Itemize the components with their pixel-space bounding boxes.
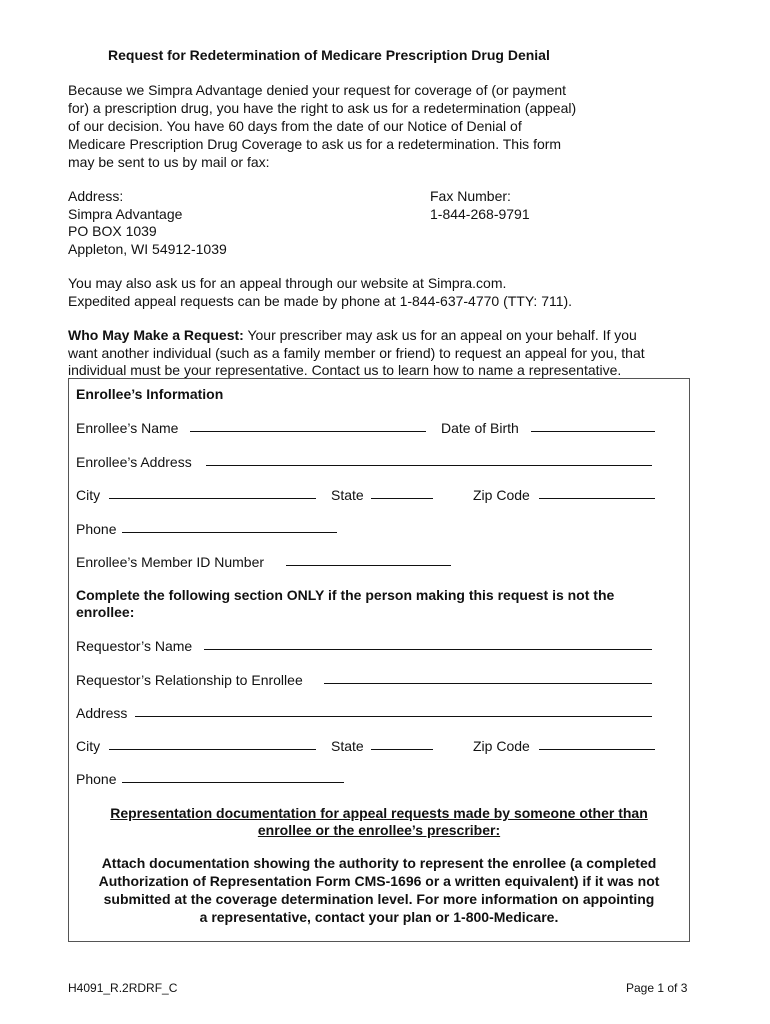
intro-line: Because we Simpra Advantage denied your request for coverage of (or payment: [68, 82, 567, 98]
who-may-request-text: want another individual (such as a family member or friend) to request an appeal for you, that: [68, 345, 645, 361]
enrollee-city-label: City: [76, 487, 101, 503]
page-title: Request for Redetermination of Medicare Prescription Drug Denial: [108, 47, 550, 63]
who-may-request-text: individual must be your representative. Contact us to learn how to name a representative.: [68, 362, 622, 378]
expedited-appeal-text: Expedited appeal requests can be made by phone at 1-844-637-4770 (TTY: 711).: [68, 293, 573, 309]
representation-body-line: a representative, contact your plan or 1-800-Medicare.: [199, 909, 559, 925]
representation-body-line: Authorization of Representation Form CMS-1696 or a written equivalent) if it was not: [98, 873, 660, 889]
fax-label: Fax Number:: [430, 188, 511, 204]
who-may-request-heading: Who May Make a Request:: [68, 327, 244, 343]
member-id-label: Enrollee’s Member ID Number: [76, 554, 265, 570]
date-of-birth-field[interactable]: [531, 431, 655, 432]
representation-body-line: Attach documentation showing the authority to represent the enrollee (a completed: [101, 855, 657, 871]
intro-line: of our decision. You have 60 days from the date of our Notice of Denial of: [68, 118, 522, 134]
requestor-phone-field[interactable]: [122, 782, 344, 783]
intro-line: for) a prescription drug, you have the right to ask us for a redetermination (appeal): [68, 100, 577, 116]
online-appeal-text: You may also ask us for an appeal through our website at Simpra.com.: [68, 275, 507, 291]
requestor-relationship-field[interactable]: [324, 683, 652, 684]
enrollee-address-label: Enrollee’s Address: [76, 454, 192, 470]
requestor-zip-field[interactable]: [539, 749, 655, 750]
requestor-name-label: Requestor’s Name: [76, 638, 193, 654]
form-id: H4091_R.2RDRF_C: [68, 981, 178, 995]
requestor-section-heading-cont: enrollee:: [76, 604, 135, 620]
enrollee-phone-field[interactable]: [122, 532, 337, 533]
requestor-section-heading: Complete the following section ONLY if the person making this request is not the: [76, 587, 615, 603]
requestor-state-label: State: [331, 738, 364, 754]
requestor-city-label: City: [76, 738, 101, 754]
enrollee-zip-field[interactable]: [539, 498, 655, 499]
representation-body-line: submitted at the coverage determination level. For more information on appointing: [103, 891, 655, 907]
enrollee-phone-label: Phone: [76, 521, 117, 537]
date-of-birth-label: Date of Birth: [441, 420, 519, 436]
page-number: Page 1 of 3: [626, 981, 688, 995]
who-may-request-text: Your prescriber may ask us for an appeal on your behalf. If you: [243, 327, 637, 343]
enrollee-state-field[interactable]: [371, 498, 433, 499]
address-line: Appleton, WI 54912-1039: [68, 241, 227, 257]
enrollee-address-field[interactable]: [206, 465, 652, 466]
intro-line: Medicare Prescription Drug Coverage to ask us for a redetermination. This form: [68, 136, 562, 152]
enrollee-city-field[interactable]: [109, 498, 316, 499]
member-id-field[interactable]: [286, 565, 451, 566]
enrollee-name-field[interactable]: [190, 431, 426, 432]
requestor-name-field[interactable]: [204, 649, 652, 650]
enrollee-state-label: State: [331, 487, 364, 503]
requestor-address-label: Address: [76, 705, 128, 721]
address-label: Address:: [68, 188, 124, 204]
address-line: PO BOX 1039: [68, 223, 157, 239]
requestor-city-field[interactable]: [109, 749, 316, 750]
enrollee-name-label: Enrollee’s Name: [76, 420, 179, 436]
enrollee-section-heading: Enrollee’s Information: [76, 386, 224, 402]
requestor-address-field[interactable]: [135, 716, 652, 717]
representation-heading-cont: enrollee or the enrollee’s prescriber:: [257, 822, 501, 838]
requestor-zip-label: Zip Code: [473, 738, 530, 754]
requestor-state-field[interactable]: [371, 749, 433, 750]
fax-number: 1-844-268-9791: [430, 206, 530, 222]
enrollee-zip-label: Zip Code: [473, 487, 530, 503]
requestor-phone-label: Phone: [76, 771, 117, 787]
address-line: Simpra Advantage: [68, 206, 183, 222]
intro-line: may be sent to us by mail or fax:: [68, 154, 270, 170]
requestor-relationship-label: Requestor’s Relationship to Enrollee: [76, 672, 303, 688]
who-may-request-line: [68, 326, 637, 344]
representation-heading: Representation documentation for appeal requests made by someone other than: [110, 805, 648, 821]
